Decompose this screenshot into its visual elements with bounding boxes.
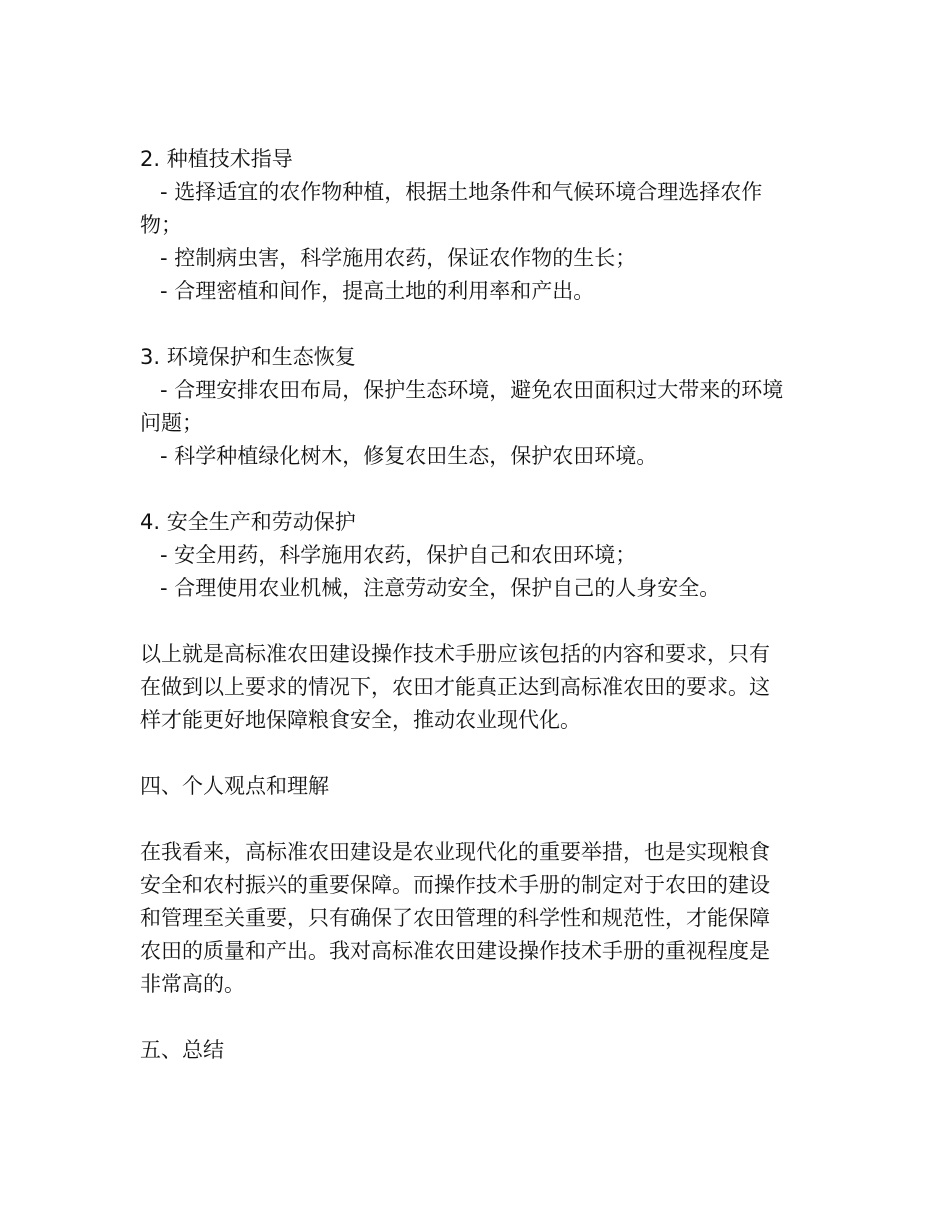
section-heading-planting-guidance: 2. 种植技术指导 (140, 147, 293, 171)
paragraph-spacer (140, 473, 810, 506)
paragraph-spacer (140, 803, 810, 836)
opinion-paragraph-line: 农田的质量和产出。我对高标准农田建设操作技术手册的重视程度是 (140, 939, 770, 963)
section-heading-personal-opinion: 四、个人观点和理解 (140, 774, 329, 798)
opinion-paragraph-line: 非常高的。 (140, 972, 245, 996)
opinion-paragraph-line: 和管理至关重要，只有确保了农田管理的科学性和规范性，才能保障 (140, 906, 770, 930)
summary-paragraph-line: 样才能更好地保障粮食安全，推动农业现代化。 (140, 708, 581, 732)
list-item: - 安全用药，科学施用农药，保护自己和农田环境； (160, 543, 637, 567)
summary-paragraph-line: 在做到以上要求的情况下，农田才能真正达到高标准农田的要求。这 (140, 675, 770, 699)
opinion-paragraph-line: 安全和农村振兴的重要保障。而操作技术手册的制定对于农田的建设 (140, 873, 770, 897)
list-item: - 合理安排农田布局，保护生态环境，避免农田面积过大带来的环境 (160, 378, 784, 402)
section-heading-environment-protection: 3. 环境保护和生态恢复 (140, 345, 356, 369)
list-item-continuation: 问题； (140, 411, 203, 435)
section-heading-safety-production: 4. 安全生产和劳动保护 (140, 510, 356, 534)
paragraph-spacer (140, 308, 810, 341)
paragraph-spacer (140, 1001, 810, 1034)
paragraph-spacer (140, 605, 810, 638)
paragraph-spacer (140, 737, 810, 770)
list-item: - 合理密植和间作，提高土地的利用率和产出。 (160, 279, 595, 303)
list-item: - 科学种植绿化树木，修复农田生态，保护农田环境。 (160, 444, 658, 468)
list-item-continuation: 物； (140, 213, 182, 237)
section-heading-conclusion: 五、总结 (140, 1038, 224, 1062)
list-item: - 合理使用农业机械，注意劳动安全，保护自己的人身安全。 (160, 576, 721, 600)
list-item: - 选择适宜的农作物种植，根据土地条件和气候环境合理选择农作 (160, 180, 763, 204)
list-item: - 控制病虫害，科学施用农药，保证农作物的生长； (160, 246, 637, 270)
opinion-paragraph-line: 在我看来，高标准农田建设是农业现代化的重要举措，也是实现粮食 (140, 840, 770, 864)
document-body (140, 143, 810, 1067)
summary-paragraph-line: 以上就是高标准农田建设操作技术手册应该包括的内容和要求，只有 (140, 642, 770, 666)
